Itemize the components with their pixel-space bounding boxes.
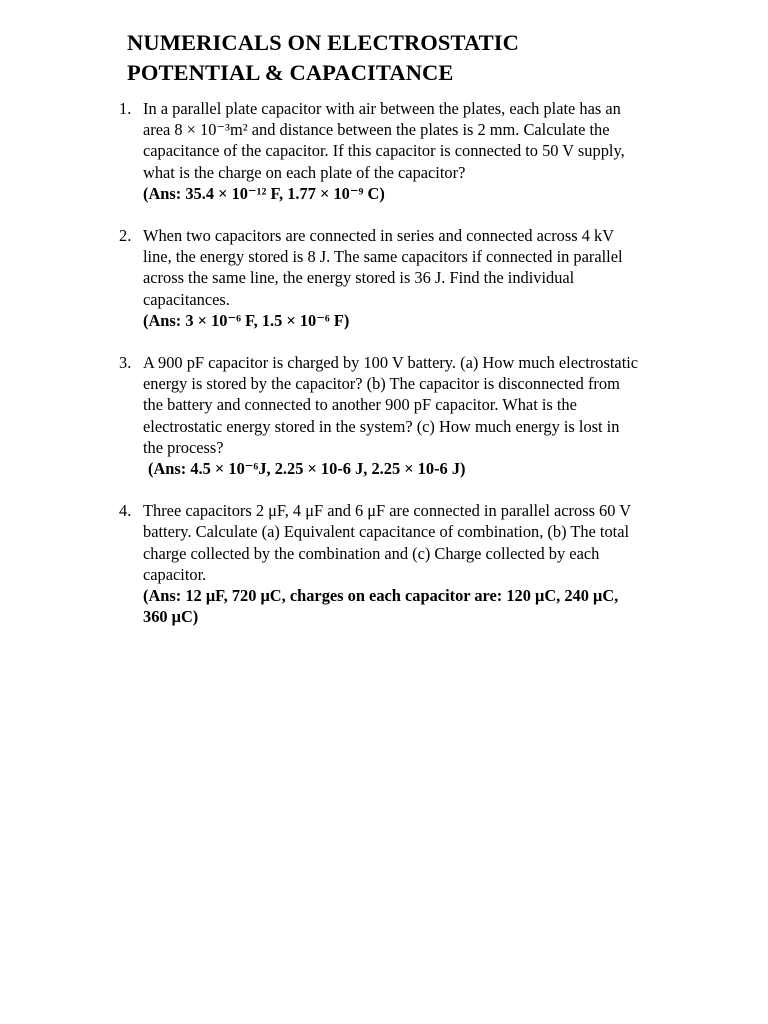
title-line-2: POTENTIAL & CAPACITANCE [127,60,454,85]
question-2 [119,225,699,331]
question-text-line: capacitances. [143,289,230,309]
question-4 [119,500,699,627]
question-text-line: the battery and connected to another 900 pF capacitor. What is the [143,395,577,415]
question-text-line: what is the charge on each plate of the capacitor? [143,162,466,182]
question-text-line: A 900 pF capacitor is charged by 100 V battery. (a) How much electrostatic [143,353,639,373]
question-list [119,98,699,627]
question-text-line: charge collected by the combination and (c) Charge collected by each [143,543,600,563]
question-text-line: area 8 × 10⁻³m² and distance between the plates is 2 mm. Calculate the [143,120,610,140]
question-3 [119,352,699,479]
question-number: 4. [119,501,132,521]
question-text-line: line, the energy stored is 8 J. The same capacitors if connected in parallel [143,247,623,267]
question-text-line: across the same line, the energy stored is 36 J. Find the individual [143,268,575,288]
answer-line: (Ans: 4.5 × 10⁻⁶J, 2.25 × 10-6 J, 2.25 × 10-6 J) [148,459,466,479]
question-text-line: electrostatic energy stored in the system? (c) How much energy is lost in [143,416,620,436]
answer-line: (Ans: 3 × 10⁻⁶ F, 1.5 × 10⁻⁶ F) [143,310,350,330]
question-text-line: When two capacitors are connected in series and connected across 4 kV [143,226,615,246]
question-text-line: capacitor. [143,564,207,584]
question-text-line: capacitance of the capacitor. If this capacitor is connected to 50 V supply, [143,141,625,161]
spacer [119,331,699,352]
question-text-line: Three capacitors 2 μF, 4 μF and 6 μF are connected in parallel across 60 V [143,501,632,521]
spacer [119,204,699,225]
question-number: 1. [119,99,132,118]
answer-line: (Ans: 12 μF, 720 μC, charges on each capacitor are: 120 μC, 240 μC, [143,586,619,606]
answer-line: 360 μC) [143,607,199,627]
question-1 [119,98,699,204]
title-line-1: NUMERICALS ON ELECTROSTATIC [127,30,519,55]
question-text-line: the process? [143,437,224,457]
question-number: 3. [119,353,132,373]
answer-line: (Ans: 35.4 × 10⁻¹² F, 1.77 × 10⁻⁹ C) [143,183,385,203]
question-text-line: In a parallel plate capacitor with air between the plates, each plate has an [143,99,621,118]
question-text-line: battery. Calculate (a) Equivalent capacitance of combination, (b) The total [143,522,630,542]
spacer [119,479,699,500]
question-number: 2. [119,226,132,246]
page-title [127,28,687,88]
question-text-line: energy is stored by the capacitor? (b) The capacitor is disconnected from [143,374,620,394]
